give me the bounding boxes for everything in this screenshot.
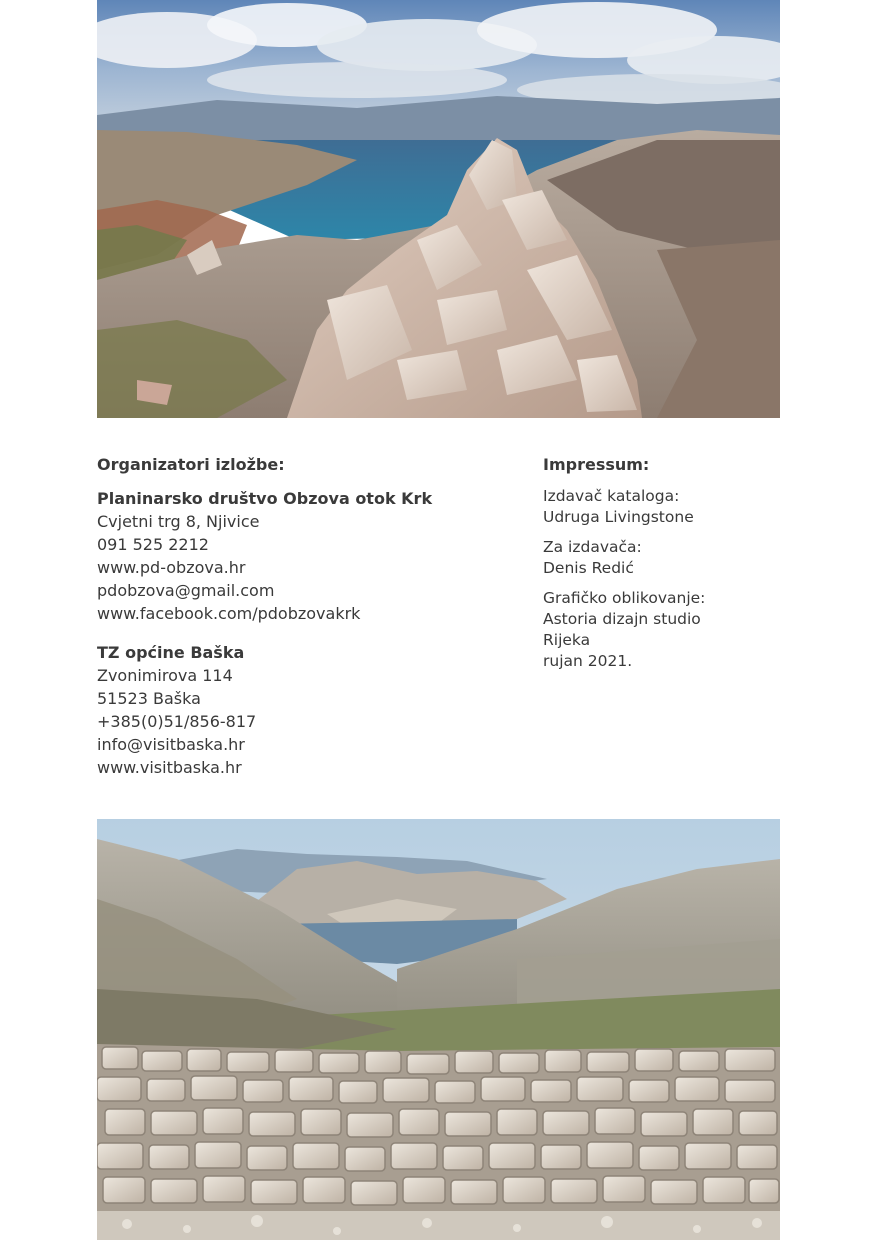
design-studio: Astoria dizajn studio xyxy=(543,610,701,628)
tourist-board-street: Zvonimirova 114 xyxy=(97,666,233,685)
organizers-section xyxy=(97,455,517,795)
club-website-link[interactable]: www.pd-obzova.hr xyxy=(97,558,246,577)
photo-dry-stone-wall-valley xyxy=(97,819,780,1240)
tourist-board-email-link[interactable]: info@visitbaska.hr xyxy=(97,735,245,754)
organizers-heading: Organizatori izložbe: xyxy=(97,455,285,474)
for-publisher-value: Denis Redić xyxy=(543,559,634,577)
publisher-block xyxy=(543,486,783,528)
publisher-label: Izdavač kataloga: xyxy=(543,487,680,505)
club-email-link[interactable]: pdobzova@gmail.com xyxy=(97,581,275,600)
tourist-board-city: 51523 Baška xyxy=(97,689,201,708)
design-city: Rijeka xyxy=(543,631,591,649)
photo-cairn-baska-bay xyxy=(97,0,780,418)
publication-date: rujan 2021. xyxy=(543,652,633,670)
tourist-board-phone: +385(0)51/856-817 xyxy=(97,712,257,731)
impressum-section xyxy=(543,455,783,681)
for-publisher-label: Za izdavača: xyxy=(543,538,642,556)
publisher-value: Udruga Livingstone xyxy=(543,508,694,526)
impressum-heading: Impressum: xyxy=(543,455,650,474)
design-label: Grafičko oblikovanje: xyxy=(543,589,706,607)
club-name: Planinarsko društvo Obzova otok Krk xyxy=(97,489,433,508)
organizer-club-block xyxy=(97,487,517,625)
club-address: Cvjetni trg 8, Njivice xyxy=(97,512,260,531)
tourist-board-name: TZ općine Baška xyxy=(97,643,245,662)
tourist-board-website-link[interactable]: www.visitbaska.hr xyxy=(97,758,242,777)
for-publisher-block xyxy=(543,537,783,579)
design-block xyxy=(543,588,783,672)
club-phone: 091 525 2212 xyxy=(97,535,209,554)
club-facebook-link[interactable]: www.facebook.com/pdobzovakrk xyxy=(97,604,361,623)
organizer-tourist-board-block xyxy=(97,641,517,779)
